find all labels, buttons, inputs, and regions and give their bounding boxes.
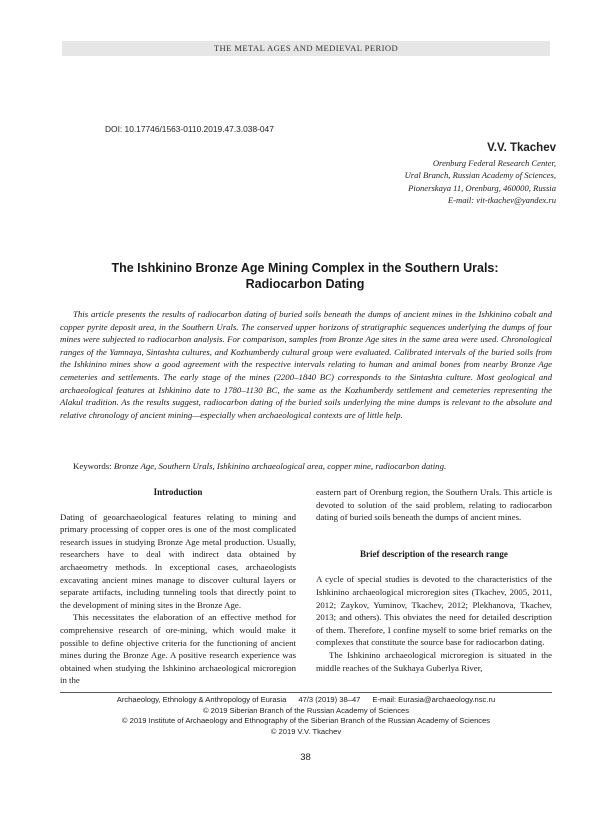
- affiliation-line: Orenburg Federal Research Center,: [432, 158, 556, 168]
- keywords-list: Bronze Age, Southern Urals, Ishkinino archaeological area, copper mine, radiocarbon dating.: [113, 461, 447, 471]
- left-column: [60, 486, 296, 687]
- paragraph: Dating of geoarchaeological features relating to mining and primary processing of copper ores is one of the most complicated research issues in studying Bronze Age metal production. Usually, researchers have to deal with indirect data obtained by archaeometry methods. In exceptional cases, archaeologists excavating ancient mines manage to discover cultural layers or separate artifacts, including tunneling tools that directly point to the development of mining sites in the Bronze Age.: [60, 511, 296, 610]
- keywords: [60, 460, 552, 473]
- section-heading-introduction: Introduction: [153, 487, 203, 497]
- section-title: THE METAL AGES AND MEDIEVAL PERIOD: [213, 43, 399, 53]
- keywords-label: Keywords:: [73, 461, 112, 471]
- article-title: [70, 261, 540, 292]
- paragraph: A cycle of special studies is devoted to the characteristics of the Ishkinino archaeological microregion sites (Tkachev, 2005, 2011, 2012; Zaykov, Yuminov, Tkachev, 2012; Plekhanova, Tkachev, 2013; and others). This obviates the need for detailed description of them. Therefore, I confine myself to some brief remarks on the complexes that constitute the source base for radiocarbon dating.: [316, 574, 552, 648]
- author-name: V.V. Tkachev: [487, 142, 556, 154]
- affiliation-line: Pionerskaya 11, Orenburg, 460000, Russia: [408, 182, 556, 193]
- right-column: [316, 486, 552, 674]
- title-line-2: Radiocarbon Dating: [245, 276, 365, 291]
- journal-name: Archaeology, Ethnology & Anthropology of Eurasia: [116, 695, 287, 704]
- journal-email: E-mail: Eurasia@archaeology.nsc.ru: [372, 695, 496, 704]
- author-block: [405, 140, 556, 207]
- paragraph: This necessitates the elaboration of an effective method for comprehensive research of ore-mining, which would make it possible to define objective criteria for the functioning of ancient mines during the Bronze Age. A positive research experience was obtained when studying the Ishkinino archaeological microregion in the: [60, 612, 296, 686]
- page-number: 38: [300, 752, 311, 763]
- abstract: This article presents the results of radiocarbon dating of buried soils beneath the dumps of ancient mines in the Ishkinino cobalt and copper pyrite deposit area, in the Southern Urals. The conserved upper horizons of stratigraphic sequences underlying the dumps of four mines were subjected to radiocarbon analysis. For comparison, samples from Bronze Age sites in the same area were used. Chronological ranges of the Yamnaya, Sintashta cultures, and Kozhumberdy cultural group were evaluated. Calibrated intervals of the buried soils from the Ishkinino mines show a good agreement with the respective intervals relating to human and animal bones from nearby Bronze Age cemeteries and settlements. The early stage of the mines (2200–1840 BC) corresponds to the Sintashta culture. Most geological and archaeological features at Ishkinino date to 1780–1130 BC, the same as the Kozhumberdy settlement and cemeteries representing the Alakul tradition. As the results suggest, radiocarbon dating of the buried soils underlying the mine dumps is relevant to the absolute and relative chronology of ancient mining—especially when archaeological contexts are of little help.: [60, 309, 552, 420]
- journal-issue: 47/3 (2019) 38–47: [298, 695, 361, 704]
- copyright-line: © 2019 Institute of Archaeology and Ethnography of the Siberian Branch of the Russian Academy of Sciences: [121, 716, 491, 726]
- copyright-line: © 2019 Siberian Branch of the Russian Academy of Sciences: [202, 705, 410, 715]
- paragraph: The Ishkinino archaeological microregion is situated in the middle reaches of the Sukhaya Guberlya River,: [316, 649, 552, 673]
- copyright-line: © 2019 V.V. Tkachev: [270, 726, 342, 736]
- affiliation-line: Ural Branch, Russian Academy of Sciences,: [404, 170, 556, 181]
- doi: DOI: 10.17746/1563-0110.2019.47.3.038-047: [105, 124, 274, 134]
- section-header: [62, 41, 550, 56]
- title-line-1: The Ishkinino Bronze Age Mining Complex in the Southern Urals:: [111, 261, 499, 275]
- paragraph: eastern part of Orenburg region, the Southern Urals. This article is devoted to solution of the said problem, relating to radiocarbon dating of buried soils beneath the dumps of ancient mines.: [316, 487, 552, 523]
- footer-journal-line: [60, 695, 552, 706]
- footer: [60, 695, 552, 737]
- section-heading-brief-description: Brief description of the research range: [360, 548, 508, 559]
- author-email: E-mail: vit-tkachev@yandex.ru: [447, 195, 556, 206]
- footer-divider: [60, 692, 552, 693]
